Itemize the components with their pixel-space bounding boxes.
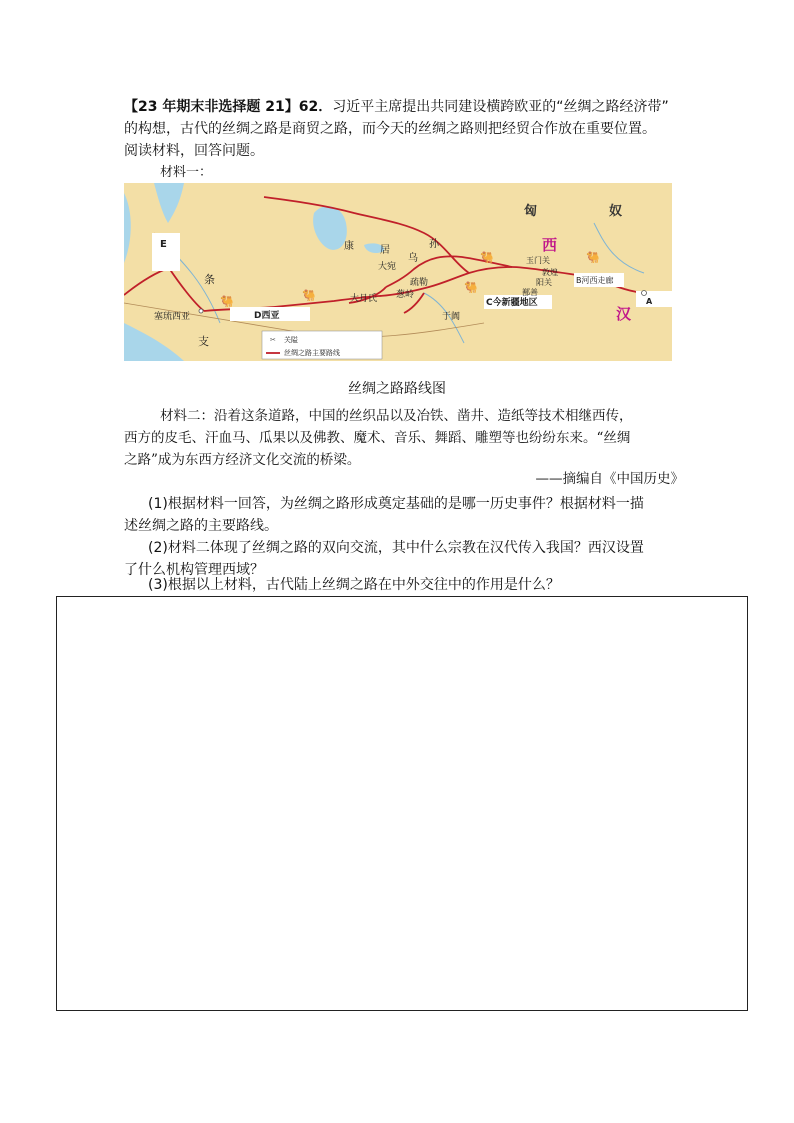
- label-han: 汉: [616, 305, 632, 323]
- question-stem-line1: 习近平主席提出共同建设横跨欧亚的“丝绸之路经济带”: [332, 99, 669, 115]
- legend-pass-symbol: ✂: [270, 336, 276, 344]
- label-shanshan: 鄯善: [522, 288, 538, 297]
- camel-icon: 🐫: [586, 251, 600, 264]
- camel-icon: 🐫: [302, 289, 316, 302]
- question-stem-line2: 的构想，古代的丝绸之路是商贸之路，而今天的丝绸之路则把经贸合作放在重要位置。: [124, 121, 656, 137]
- label-yumenguan: 玉门关: [526, 256, 550, 265]
- label-b-hexi: B河西走廊: [576, 276, 614, 285]
- label-dunhuang: 敦煌: [542, 268, 558, 277]
- label-e: E: [160, 239, 167, 250]
- label-ju: 居: [380, 245, 390, 256]
- label-wu: 乌: [408, 253, 418, 264]
- material2-source: ——摘编自《中国历史》: [535, 471, 684, 487]
- q1-line2: 述丝绸之路的主要路线。: [124, 518, 278, 534]
- city-dot-saileucia: [199, 309, 203, 313]
- label-shule: 疏勒: [410, 278, 429, 288]
- label-xi: 西: [542, 236, 558, 254]
- label-a: A: [646, 297, 653, 306]
- question-number: 62．: [298, 99, 333, 115]
- map-caption: 丝绸之路路线图: [348, 381, 446, 397]
- q2-line2: 了什么机构管理西域？: [124, 562, 264, 578]
- legend-route: 丝绸之路主要路线: [284, 349, 340, 357]
- label-tiao: 条: [204, 273, 215, 286]
- silk-road-map: [124, 183, 672, 361]
- material2-line1: 材料二：沿着这条道路，中国的丝织品以及冶铁、凿井、造纸等技术相继西传，: [160, 408, 633, 424]
- label-c-xinjiang: C今新疆地区: [486, 298, 538, 308]
- label-sun: 孙: [429, 239, 439, 250]
- material2-line3: 之路”成为东西方经济文化交流的桥梁。: [124, 452, 361, 468]
- answer-box[interactable]: [56, 596, 748, 1011]
- question-tag: 【23 年期末非选择题 21】: [124, 99, 299, 115]
- label-zhi: 支: [198, 335, 209, 348]
- label-yangguan: 阳关: [536, 278, 552, 287]
- label-yutian: 于阗: [442, 312, 461, 322]
- material2-line2: 西方的皮毛、汗血马、瓜果以及佛教、魔术、音乐、舞蹈、雕塑等也纷纷东来。“丝绸: [124, 430, 631, 446]
- label-xiongnu-1: 匈: [524, 204, 538, 219]
- question-header: [124, 97, 669, 117]
- label-congling: 葱岭: [396, 290, 415, 300]
- question-stem-line3: 阅读材料，回答问题。: [124, 143, 264, 159]
- label-dawan: 大宛: [378, 262, 397, 272]
- q3-line: (3)根据以上材料，古代陆上丝绸之路在中外交往中的作用是什么？: [148, 577, 560, 593]
- legend-pass: 关隘: [284, 336, 298, 344]
- q1-line1: (1)根据材料一回答，为丝绸之路形成奠定基础的是哪一历史事件？根据材料一描: [148, 496, 644, 512]
- label-xiongnu-2: 奴: [609, 204, 623, 219]
- label-saileucia: 塞琉西亚: [154, 312, 191, 322]
- camel-icon: 🐫: [220, 295, 234, 308]
- label-dayuezhi: 大月氏: [350, 294, 378, 304]
- city-dot-changan: [642, 291, 647, 296]
- camel-icon: 🐫: [480, 251, 494, 264]
- label-d-xiya: D西亚: [254, 311, 280, 321]
- label-kang: 康: [344, 241, 354, 252]
- camel-icon: 🐫: [464, 281, 478, 294]
- material1-label: 材料一：: [160, 165, 213, 180]
- q2-line1: (2)材料二体现了丝绸之路的双向交流，其中什么宗教在汉代传入我国？西汉设置: [148, 540, 644, 556]
